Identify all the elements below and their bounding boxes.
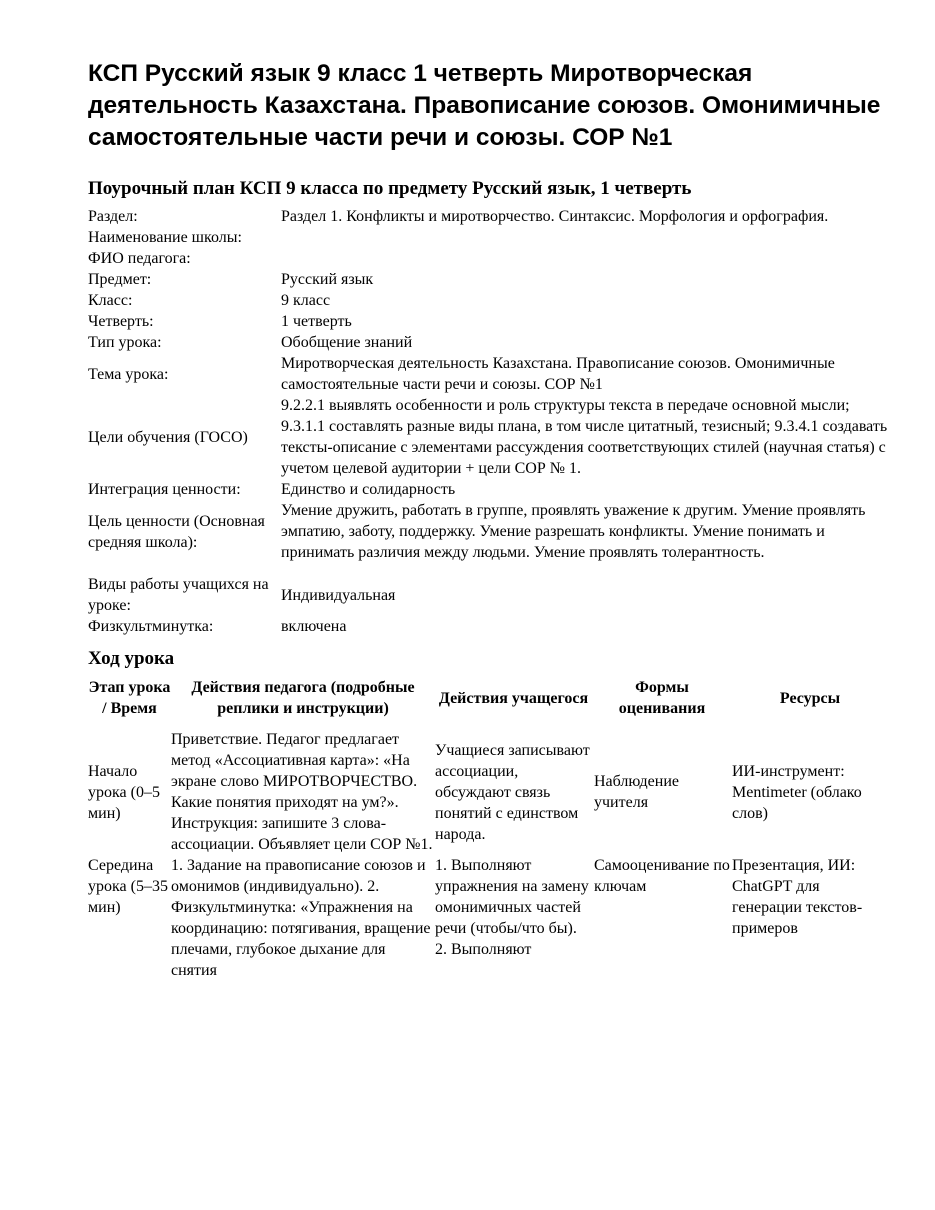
assessment-cell: Самооценивание по ключам xyxy=(594,857,730,895)
info-label: Тема урока: xyxy=(88,365,169,383)
column-header-teacher-actions: Действия педагога (подробные реплики и инструкции) xyxy=(191,679,415,717)
info-label: Тип урока: xyxy=(88,334,162,351)
info-row-grade xyxy=(88,290,888,311)
info-label: Четверть: xyxy=(88,313,154,330)
info-value: Раздел 1. Конфликты и миротворчество. Синтаксис. Морфология и орфография. xyxy=(281,208,829,225)
info-row-section xyxy=(88,206,888,227)
lesson-info-table xyxy=(88,206,888,637)
document-title: КСП Русский язык 9 класс 1 четверть Миротворческая деятельность Казахстана. Правописание союзов. Омонимичные самостоятельные части речи и союзы. СОР №1 xyxy=(88,60,881,151)
student-actions-cell: 1. Выполняют упражнения на замену омонимичных частей речи (чтобы/что бы). 2. Выполняют xyxy=(435,857,589,958)
column-header-student-actions: Действия учащегося xyxy=(438,689,589,707)
info-value xyxy=(281,227,888,248)
info-label: Класс: xyxy=(88,292,133,309)
info-label: Физкультминутка: xyxy=(88,618,214,635)
info-value: включена xyxy=(281,618,347,635)
plan-heading: Поурочный план КСП 9 класса по предмету Русский язык, 1 четверть xyxy=(88,178,692,199)
info-row-exercise-break xyxy=(88,616,888,637)
column-header-resources: Ресурсы xyxy=(779,689,841,707)
info-label: ФИО педагога: xyxy=(88,250,191,267)
info-value: Индивидуальная xyxy=(281,586,396,604)
info-value: 9.2.2.1 выявлять особенности и роль структуры текста в передаче основной мысли; 9.3.1.1 составлять разные виды плана, в том числе цитатный, тезисный; 9.3.4.1 создавать тексты-описание с элементами рассуждения соответствующих стилей (научная статья) с учетом целевой аудитории + цели СОР № 1. xyxy=(281,397,888,477)
info-row-work-types xyxy=(88,574,888,616)
student-actions-cell: Учащиеся записывают ассоциации, обсуждают связь понятий с единством народа. xyxy=(435,741,590,843)
info-value: Единство и солидарность xyxy=(281,481,456,498)
info-value xyxy=(281,248,888,269)
info-label: Виды работы учащихся на уроке: xyxy=(88,576,269,614)
info-value: 1 четверть xyxy=(281,313,352,330)
column-header-assessment: Формы оценивания xyxy=(618,679,706,717)
info-spacer xyxy=(88,563,888,574)
lesson-progress-table xyxy=(88,677,888,981)
stage-cell: Начало урока (0–5 мин) xyxy=(88,762,160,822)
teacher-actions-cell: 1. Задание на правописание союзов и омонимов (индивидуально). 2. Физкультминутка: «Упражнения на координацию: потягивания, вращение плечами, глубокое дыхание для снятия xyxy=(171,857,431,979)
table-row xyxy=(88,729,888,855)
teacher-actions-cell: Приветствие. Педагог предлагает метод «Ассоциативная карта»: «На экране слово МИРОТВОРЧЕСТВО. Какие понятия приходят на ум?». Инструкция: запишите 3 слова-ассоциации. Объявляет цели СОР №1. xyxy=(171,731,433,853)
info-value: Обобщение знаний xyxy=(281,334,413,351)
info-value: Миротворческая деятельность Казахстана. Правописание союзов. Омонимичные самостоятельные части речи и союзы. СОР №1 xyxy=(281,355,835,393)
stage-cell: Середина урока (5–35 мин) xyxy=(88,857,168,916)
info-row-value-integration xyxy=(88,479,888,500)
info-row-learning-goals xyxy=(88,395,888,479)
info-row-teacher xyxy=(88,248,888,269)
info-row-value-goal xyxy=(88,500,888,563)
lesson-progress-heading: Ход урока xyxy=(88,648,175,669)
info-value: 9 класс xyxy=(281,292,331,309)
info-row-quarter xyxy=(88,311,888,332)
info-label: Цели обучения (ГОСО) xyxy=(88,428,248,446)
info-label: Предмет: xyxy=(88,271,152,288)
table-row xyxy=(88,855,888,981)
resources-cell: Презентация, ИИ: ChatGPT для генерации текстов-примеров xyxy=(732,857,863,937)
info-row-school xyxy=(88,227,888,248)
info-label: Раздел: xyxy=(88,208,138,225)
lesson-table-header xyxy=(88,677,888,729)
info-label: Интеграция ценности: xyxy=(88,481,241,498)
info-row-subject xyxy=(88,269,888,290)
document-page xyxy=(88,58,888,981)
info-row-topic xyxy=(88,353,888,395)
info-row-lesson-type xyxy=(88,332,888,353)
assessment-cell: Наблюдение учителя xyxy=(594,773,679,811)
info-label: Наименование школы: xyxy=(88,229,242,246)
column-header-stage: Этап урока / Время xyxy=(88,679,171,717)
info-value: Умение дружить, работать в группе, проявлять уважение к другим. Умение проявлять эмпатию, заботу, поддержку. Умение разрешать конфликты. Умение понимать и принимать различия между людьми. Умение проявлять толерантность. xyxy=(281,502,866,561)
info-value: Русский язык xyxy=(281,271,374,288)
info-label: Цель ценности (Основная средняя школа): xyxy=(88,512,265,551)
resources-cell: ИИ-инструмент: Mentimeter (облако слов) xyxy=(732,762,862,822)
